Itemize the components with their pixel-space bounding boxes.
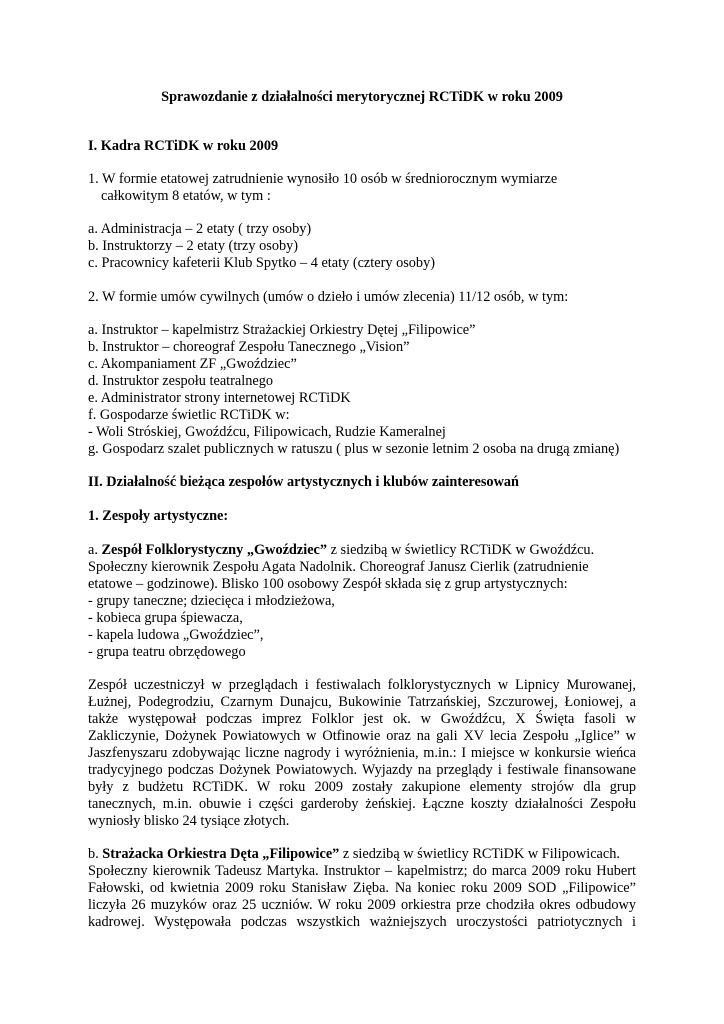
ensemble-a-activity-line: Łużnej, Podegrodziu, Czarnym Dunajcu, Bukowinie Tatrzańskiej, Szczurowej, Łoniowej, a: [88, 694, 636, 710]
ensemble-a-group: - grupa teatru obrzędowego: [88, 644, 246, 660]
ensemble-b-location: z siedzibą w świetlicy RCTiDK w Filipowicach.: [339, 846, 620, 862]
list-item: c. Pracownicy kafeterii Klub Spytko – 4 etaty (cztery osoby): [88, 255, 435, 271]
list-item: a. Administracja – 2 etaty ( trzy osoby): [88, 221, 312, 237]
list-item: c. Akompaniament ZF „Gwoździec”: [88, 356, 297, 372]
list-item: d. Instruktor zespołu teatralnego: [88, 373, 274, 389]
ensemble-b-name: Strażacka Orkiestra Dęta „Filipowice”: [102, 846, 340, 862]
ensemble-b-line: kadrowej. Występowała podczas wszystkich ważniejszych uroczystości patriotycznych i: [88, 914, 636, 930]
list-item: b. Instruktorzy – 2 etaty (trzy osoby): [88, 238, 299, 254]
ensemble-b-prefix: b.: [88, 846, 103, 862]
ensemble-a-activity-line: Jaszfenyszaru zdobywając liczne nagrody i wyróżnienia, m.in.: I miejsce w konkursie wieńca: [88, 745, 636, 761]
section-heading-kadra: I. Kadra RCTiDK w roku 2009: [88, 138, 279, 154]
ensemble-a-group: - grupy taneczne; dziecięca i młodzieżowa,: [88, 593, 335, 609]
employment-paragraph-line: 1. W formie etatowej zatrudnienie wynosiło 10 osób w średniorocznym wymiarze: [88, 171, 558, 187]
ensemble-a-activity-line: Zespół uczestniczył w przeglądach i festiwalach folklorystycznych w Lipnicy Murowanej,: [88, 677, 636, 693]
ensemble-a-heading-line: [88, 542, 594, 559]
ensemble-a-line: etatowe – godzinowe). Blisko 100 osobowy Zespół składa się z grup artystycznych:: [88, 576, 568, 592]
ensemble-a-activity-line: także występował podczas imprez Folklor jest ok. w Gwoźdźcu, X Święta fasoli w: [88, 711, 636, 727]
ensemble-a-activity-line: Zakliczynie, Dożynek Powiatowych w Otfinowie oraz na gali XV lecia Zespołu „Iglice” w: [88, 728, 636, 744]
ensemble-a-name: Zespół Folklorystyczny „Gwoździec”: [101, 542, 328, 558]
list-item: b. Instruktor – choreograf Zespołu Tanecznego „Vision”: [88, 339, 410, 355]
ensemble-b-line: Fałowski, od kwietnia 2009 roku Stanisław Zięba. Na koniec roku 2009 SOD „Filipowice”: [88, 880, 636, 896]
ensemble-a-prefix: a.: [88, 542, 102, 558]
list-item: - Woli Stróskiej, Gwoźdźcu, Filipowicach, Rudzie Kameralnej: [88, 424, 446, 440]
document-title: Sprawozdanie z działalności merytorycznej RCTiDK w roku 2009: [161, 89, 563, 105]
ensemble-b-heading-line: [88, 846, 620, 863]
subsection-heading-zespoly: 1. Zespoły artystyczne:: [88, 508, 229, 524]
ensemble-a-location: z siedzibą w świetlicy RCTiDK w Gwoźdźcu.: [327, 542, 595, 558]
section-heading-dzialalnosc: II. Działalność bieżąca zespołów artystycznych i klubów zainteresowań: [88, 474, 520, 490]
ensemble-a-activity-line: tradycyjnego podczas Dożynek Powiatowych. Wyjazdy na przeglądy i festiwale finansowane: [88, 762, 636, 778]
ensemble-b-line: liczyła 26 muzyków oraz 25 uczniów. W roku 2009 orkiestra prze chodziła okres odbudowy: [88, 897, 636, 913]
ensemble-a-line: Społeczny kierownik Zespołu Agata Nadolnik. Choreograf Janusz Cierlik (zatrudnienie: [88, 559, 589, 575]
list-item: g. Gospodarz szalet publicznych w ratuszu ( plus w sezonie letnim 2 osoba na drugą zmianę): [88, 441, 620, 457]
list-item: f. Gospodarze świetlic RCTiDK w:: [88, 407, 290, 423]
list-item: e. Administrator strony internetowej RCTiDK: [88, 390, 351, 406]
employment-paragraph-line: całkowitym 8 etatów, w tym :: [101, 188, 271, 204]
ensemble-a-group: - kobieca grupa śpiewacza,: [88, 610, 243, 626]
list-item: a. Instruktor – kapelmistrz Strażackiej Orkiestry Dętej „Filipowice”: [88, 322, 476, 338]
ensemble-a-activity-line: tanecznych, m.in. obuwie i części garderoby żeńskiej. Łączne koszty działalności Zespołu: [88, 796, 636, 812]
ensemble-a-group: - kapela ludowa „Gwoździec”,: [88, 627, 264, 643]
ensemble-a-activity-line: wyniosły blisko 24 tysiące złotych.: [88, 813, 290, 829]
contracts-paragraph: 2. W formie umów cywilnych (umów o dzieło i umów zlecenia) 11/12 osób, w tym:: [88, 289, 569, 305]
ensemble-b-line: Społeczny kierownik Tadeusz Martyka. Instruktor – kapelmistrz; do marca 2009 roku Hubert: [88, 863, 636, 879]
ensemble-a-activity-line: były z budżetu RCTiDK. W roku 2009 zostały zakupione elementy strojów dla grup: [88, 779, 636, 795]
